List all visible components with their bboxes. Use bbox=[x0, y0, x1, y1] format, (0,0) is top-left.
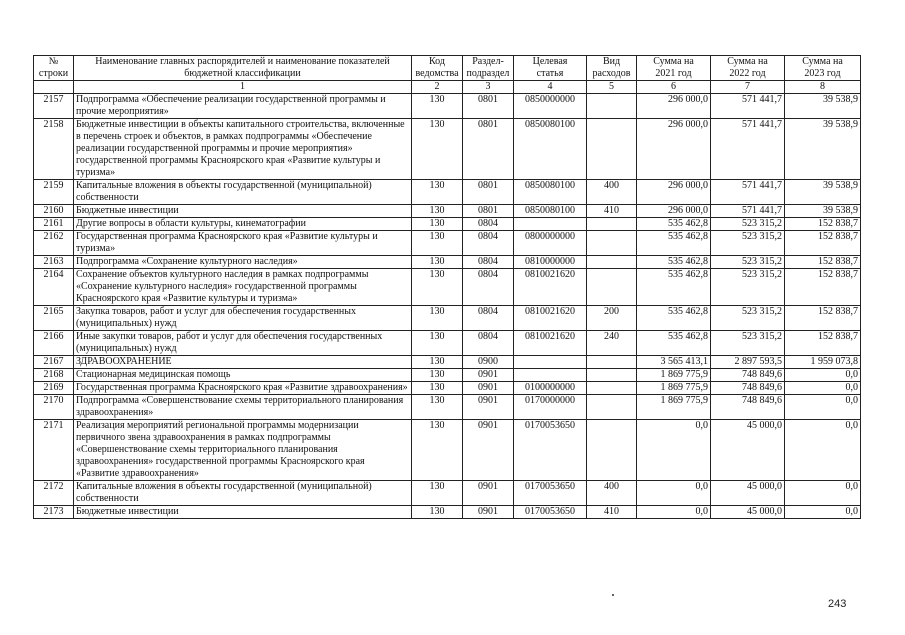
target-article-cell: 0850080100 bbox=[514, 180, 587, 205]
dept-code-cell: 130 bbox=[412, 382, 463, 395]
row-number-cell: 2161 bbox=[34, 218, 74, 231]
sum-2022-cell: 748 849,6 bbox=[711, 369, 785, 382]
target-article-cell: 0810021620 bbox=[514, 269, 587, 306]
table-row bbox=[34, 481, 861, 506]
dept-code-cell: 130 bbox=[412, 356, 463, 369]
dept-code-cell: 130 bbox=[412, 269, 463, 306]
sum-2022-cell: 571 441,7 bbox=[711, 94, 785, 119]
target-article-cell: 0810021620 bbox=[514, 306, 587, 331]
sum-2023-cell: 152 838,7 bbox=[785, 306, 861, 331]
target-article-cell: 0170053650 bbox=[514, 506, 587, 519]
expense-type-cell: 410 bbox=[587, 506, 637, 519]
sum-2022-cell: 45 000,0 bbox=[711, 506, 785, 519]
row-number-cell: 2171 bbox=[34, 420, 74, 481]
name-cell: Сохранение объектов культурного наследия в рамках подпрограммы «Сохранение культурного наследия» государственной программы Красноярского края «Развитие культуры и туризма» bbox=[74, 269, 412, 306]
dept-code-cell: 130 bbox=[412, 119, 463, 180]
dept-code-cell: 130 bbox=[412, 94, 463, 119]
name-cell: Подпрограмма «Обеспечение реализации государственной программы и прочие мероприятия» bbox=[74, 94, 412, 119]
dept-code-cell: 130 bbox=[412, 256, 463, 269]
name-cell: Государственная программа Красноярского края «Развитие культуры и туризма» bbox=[74, 231, 412, 256]
dept-code-cell: 130 bbox=[412, 205, 463, 218]
section-cell: 0900 bbox=[463, 356, 514, 369]
section-cell: 0901 bbox=[463, 395, 514, 420]
sum-2021-cell: 0,0 bbox=[637, 506, 711, 519]
sum-2022-cell: 523 315,2 bbox=[711, 306, 785, 331]
name-cell: Реализация мероприятий региональной программы модернизации первичного звена здравоохранения в рамках подпрограммы «Совершенствование схемы территориального планирования здравоохранения» государственной программы Красноярского края «Развитие здравоохранения» bbox=[74, 420, 412, 481]
sum-2022-cell: 523 315,2 bbox=[711, 269, 785, 306]
table-row bbox=[34, 420, 861, 481]
sum-2021-cell: 296 000,0 bbox=[637, 205, 711, 218]
target-article-cell bbox=[514, 218, 587, 231]
sum-2023-cell: 39 538,9 bbox=[785, 180, 861, 205]
section-cell: 0804 bbox=[463, 256, 514, 269]
table-row bbox=[34, 94, 861, 119]
sum-2021-cell: 296 000,0 bbox=[637, 94, 711, 119]
table-row bbox=[34, 506, 861, 519]
dept-code-cell: 130 bbox=[412, 180, 463, 205]
expense-type-cell bbox=[587, 256, 637, 269]
sum-2023-cell: 1 959 073,8 bbox=[785, 356, 861, 369]
header-target-article: Целевая статья bbox=[514, 56, 587, 81]
name-cell: Бюджетные инвестиции bbox=[74, 506, 412, 519]
table-row bbox=[34, 395, 861, 420]
sum-2022-cell: 523 315,2 bbox=[711, 231, 785, 256]
dept-code-cell: 130 bbox=[412, 231, 463, 256]
sum-2022-cell: 523 315,2 bbox=[711, 256, 785, 269]
name-cell: Другие вопросы в области культуры, кинематографии bbox=[74, 218, 412, 231]
column-number: 3 bbox=[463, 81, 514, 94]
name-cell: Закупка товаров, работ и услуг для обеспечения государственных (муниципальных) нужд bbox=[74, 306, 412, 331]
sum-2021-cell: 0,0 bbox=[637, 420, 711, 481]
section-cell: 0804 bbox=[463, 306, 514, 331]
expense-type-cell bbox=[587, 94, 637, 119]
target-article-cell: 0800000000 bbox=[514, 231, 587, 256]
column-number: 5 bbox=[587, 81, 637, 94]
sum-2021-cell: 296 000,0 bbox=[637, 119, 711, 180]
table-row bbox=[34, 269, 861, 306]
sum-2021-cell: 1 869 775,9 bbox=[637, 369, 711, 382]
dept-code-cell: 130 bbox=[412, 331, 463, 356]
row-number-cell: 2170 bbox=[34, 395, 74, 420]
table-row bbox=[34, 231, 861, 256]
expense-type-cell bbox=[587, 231, 637, 256]
table-row bbox=[34, 256, 861, 269]
table-row bbox=[34, 180, 861, 205]
sum-2023-cell: 0,0 bbox=[785, 420, 861, 481]
sum-2022-cell: 571 441,7 bbox=[711, 119, 785, 180]
expense-type-cell: 400 bbox=[587, 481, 637, 506]
section-cell: 0804 bbox=[463, 231, 514, 256]
sum-2023-cell: 0,0 bbox=[785, 395, 861, 420]
target-article-cell: 0810000000 bbox=[514, 256, 587, 269]
table-row bbox=[34, 218, 861, 231]
sum-2023-cell: 0,0 bbox=[785, 506, 861, 519]
row-number-cell: 2173 bbox=[34, 506, 74, 519]
dept-code-cell: 130 bbox=[412, 306, 463, 331]
dept-code-cell: 130 bbox=[412, 218, 463, 231]
sum-2021-cell: 0,0 bbox=[637, 481, 711, 506]
table-row bbox=[34, 331, 861, 356]
row-number-cell: 2162 bbox=[34, 231, 74, 256]
sum-2022-cell: 523 315,2 bbox=[711, 218, 785, 231]
expense-type-cell bbox=[587, 119, 637, 180]
header-expense-type: Вид расходов bbox=[587, 56, 637, 81]
budget-table bbox=[33, 55, 861, 519]
row-number-cell: 2172 bbox=[34, 481, 74, 506]
sum-2023-cell: 152 838,7 bbox=[785, 269, 861, 306]
expense-type-cell bbox=[587, 395, 637, 420]
sum-2023-cell: 0,0 bbox=[785, 481, 861, 506]
row-number-cell: 2158 bbox=[34, 119, 74, 180]
expense-type-cell bbox=[587, 218, 637, 231]
target-article-cell bbox=[514, 356, 587, 369]
section-cell: 0804 bbox=[463, 269, 514, 306]
target-article-cell: 0170053650 bbox=[514, 420, 587, 481]
column-number: 8 bbox=[785, 81, 861, 94]
sum-2022-cell: 45 000,0 bbox=[711, 481, 785, 506]
page-number: 243 bbox=[828, 598, 847, 610]
sum-2023-cell: 152 838,7 bbox=[785, 231, 861, 256]
sum-2021-cell: 535 462,8 bbox=[637, 256, 711, 269]
row-number-cell: 2159 bbox=[34, 180, 74, 205]
expense-type-cell bbox=[587, 356, 637, 369]
expense-type-cell bbox=[587, 420, 637, 481]
sum-2022-cell: 2 897 593,5 bbox=[711, 356, 785, 369]
sum-2021-cell: 535 462,8 bbox=[637, 231, 711, 256]
name-cell: Капитальные вложения в объекты государственной (муниципальной) собственности bbox=[74, 180, 412, 205]
sum-2021-cell: 535 462,8 bbox=[637, 331, 711, 356]
sum-2022-cell: 523 315,2 bbox=[711, 331, 785, 356]
target-article-cell: 0170053650 bbox=[514, 481, 587, 506]
target-article-cell: 0100000000 bbox=[514, 382, 587, 395]
name-cell: Бюджетные инвестиции в объекты капитального строительства, включенные в перечень строек и объектов, в рамках подпрограммы «Обеспечение реализации государственной программы и прочие мероприятия» государственной программы Красноярского края «Развитие культуры и туризма» bbox=[74, 119, 412, 180]
row-number-cell: 2164 bbox=[34, 269, 74, 306]
dept-code-cell: 130 bbox=[412, 506, 463, 519]
header-section: Раздел- подраздел bbox=[463, 56, 514, 81]
row-number-cell: 2168 bbox=[34, 369, 74, 382]
name-cell: ЗДРАВООХРАНЕНИЕ bbox=[74, 356, 412, 369]
sum-2023-cell: 152 838,7 bbox=[785, 218, 861, 231]
section-cell: 0901 bbox=[463, 369, 514, 382]
section-cell: 0901 bbox=[463, 506, 514, 519]
sum-2021-cell: 535 462,8 bbox=[637, 269, 711, 306]
expense-type-cell bbox=[587, 369, 637, 382]
table-row bbox=[34, 356, 861, 369]
table-body bbox=[34, 94, 861, 519]
header-sum-2022: Сумма на 2022 год bbox=[711, 56, 785, 81]
sum-2023-cell: 152 838,7 bbox=[785, 331, 861, 356]
row-number-cell: 2166 bbox=[34, 331, 74, 356]
section-cell: 0804 bbox=[463, 331, 514, 356]
sum-2023-cell: 39 538,9 bbox=[785, 94, 861, 119]
header-sum-2023: Сумма на 2023 год bbox=[785, 56, 861, 81]
expense-type-cell: 200 bbox=[587, 306, 637, 331]
section-cell: 0901 bbox=[463, 382, 514, 395]
dept-code-cell: 130 bbox=[412, 369, 463, 382]
sum-2022-cell: 45 000,0 bbox=[711, 420, 785, 481]
row-number-cell: 2163 bbox=[34, 256, 74, 269]
target-article-cell: 0850080100 bbox=[514, 119, 587, 180]
header-dept-code: Код ведомства bbox=[412, 56, 463, 81]
stray-dot bbox=[612, 594, 614, 596]
sum-2023-cell: 0,0 bbox=[785, 369, 861, 382]
name-cell: Иные закупки товаров, работ и услуг для обеспечения государственных (муниципальных) нужд bbox=[74, 331, 412, 356]
section-cell: 0801 bbox=[463, 94, 514, 119]
row-number-cell: 2165 bbox=[34, 306, 74, 331]
sum-2023-cell: 152 838,7 bbox=[785, 256, 861, 269]
dept-code-cell: 130 bbox=[412, 481, 463, 506]
section-cell: 0901 bbox=[463, 420, 514, 481]
sum-2021-cell: 1 869 775,9 bbox=[637, 395, 711, 420]
row-number-cell: 2167 bbox=[34, 356, 74, 369]
name-cell: Подпрограмма «Совершенствование схемы территориального планирования здравоохранения» bbox=[74, 395, 412, 420]
sum-2021-cell: 1 869 775,9 bbox=[637, 382, 711, 395]
name-cell: Государственная программа Красноярского края «Развитие здравоохранения» bbox=[74, 382, 412, 395]
sum-2022-cell: 571 441,7 bbox=[711, 205, 785, 218]
row-number-cell: 2157 bbox=[34, 94, 74, 119]
sum-2023-cell: 39 538,9 bbox=[785, 119, 861, 180]
target-article-cell: 0850000000 bbox=[514, 94, 587, 119]
target-article-cell: 0810021620 bbox=[514, 331, 587, 356]
expense-type-cell bbox=[587, 382, 637, 395]
column-number bbox=[34, 81, 74, 94]
target-article-cell bbox=[514, 369, 587, 382]
target-article-cell: 0850080100 bbox=[514, 205, 587, 218]
header-sum-2021: Сумма на 2021 год bbox=[637, 56, 711, 81]
sum-2023-cell: 0,0 bbox=[785, 382, 861, 395]
target-article-cell: 0170000000 bbox=[514, 395, 587, 420]
name-cell: Капитальные вложения в объекты государственной (муниципальной) собственности bbox=[74, 481, 412, 506]
section-cell: 0801 bbox=[463, 180, 514, 205]
section-cell: 0804 bbox=[463, 218, 514, 231]
expense-type-cell: 240 bbox=[587, 331, 637, 356]
expense-type-cell bbox=[587, 269, 637, 306]
sum-2023-cell: 39 538,9 bbox=[785, 205, 861, 218]
column-number: 6 bbox=[637, 81, 711, 94]
column-number: 2 bbox=[412, 81, 463, 94]
column-number: 4 bbox=[514, 81, 587, 94]
name-cell: Бюджетные инвестиции bbox=[74, 205, 412, 218]
sum-2022-cell: 571 441,7 bbox=[711, 180, 785, 205]
header-row-number: № строки bbox=[34, 56, 74, 81]
sum-2022-cell: 748 849,6 bbox=[711, 395, 785, 420]
column-number: 1 bbox=[74, 81, 412, 94]
dept-code-cell: 130 bbox=[412, 395, 463, 420]
column-number-row bbox=[34, 81, 861, 94]
sum-2021-cell: 3 565 413,1 bbox=[637, 356, 711, 369]
table-row bbox=[34, 119, 861, 180]
name-cell: Стационарная медицинская помощь bbox=[74, 369, 412, 382]
table-header bbox=[34, 56, 861, 94]
header-row bbox=[34, 56, 861, 81]
sum-2021-cell: 535 462,8 bbox=[637, 218, 711, 231]
row-number-cell: 2160 bbox=[34, 205, 74, 218]
expense-type-cell: 410 bbox=[587, 205, 637, 218]
sum-2021-cell: 296 000,0 bbox=[637, 180, 711, 205]
expense-type-cell: 400 bbox=[587, 180, 637, 205]
sum-2021-cell: 535 462,8 bbox=[637, 306, 711, 331]
table-row bbox=[34, 382, 861, 395]
table-row bbox=[34, 306, 861, 331]
column-number: 7 bbox=[711, 81, 785, 94]
dept-code-cell: 130 bbox=[412, 420, 463, 481]
name-cell: Подпрограмма «Сохранение культурного наследия» bbox=[74, 256, 412, 269]
table-row bbox=[34, 205, 861, 218]
section-cell: 0801 bbox=[463, 119, 514, 180]
row-number-cell: 2169 bbox=[34, 382, 74, 395]
section-cell: 0901 bbox=[463, 481, 514, 506]
section-cell: 0801 bbox=[463, 205, 514, 218]
sum-2022-cell: 748 849,6 bbox=[711, 382, 785, 395]
table-row bbox=[34, 369, 861, 382]
header-name: Наименование главных распорядителей и наименование показателей бюджетной классификации bbox=[74, 56, 412, 81]
